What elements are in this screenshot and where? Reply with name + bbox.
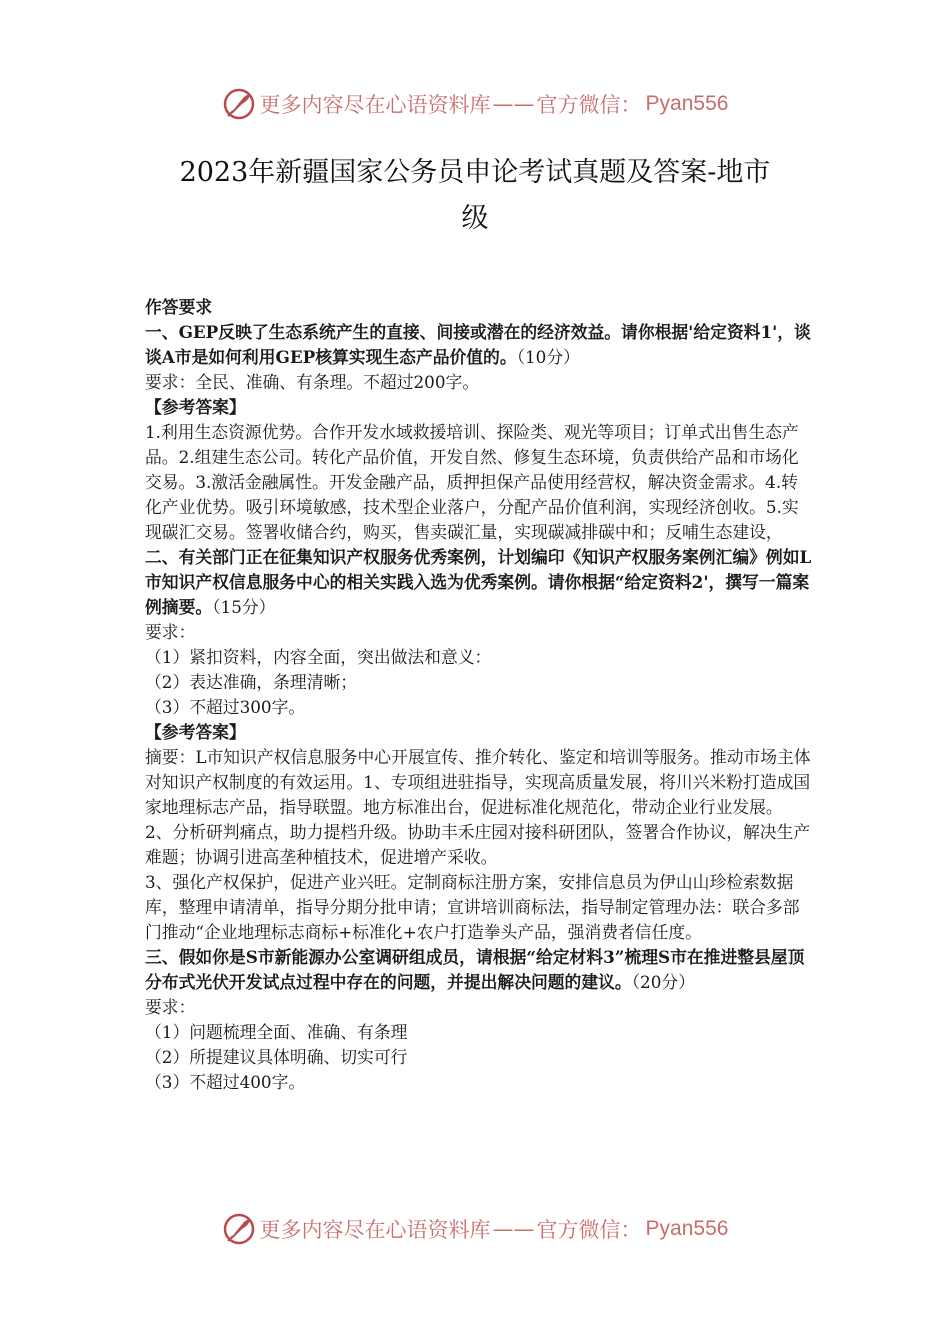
watermark-label: 官方微信： bbox=[536, 1218, 642, 1242]
q2-requirement-item: （1）紧扣资料，内容全面，突出做法和意义： bbox=[145, 647, 492, 667]
q2-answer-paragraph: 3、强化产权保护，促进产业兴旺。定制商标注册方案，安排信息员为伊山山珍检索数据库，整理申请清单，指导分期分批申请；宣讲培训商标法，指导制定管理办法：联合多部门推动“企业地理标志商标+标准化+农户打造拳头产品，强消费者信任度。 bbox=[145, 872, 800, 942]
q1-requirement: 要求：全民、准确、有条理。不超过200字。 bbox=[145, 372, 480, 392]
q3-requirement-item: （3）不超过400字。 bbox=[145, 1072, 306, 1092]
watermark-text: 更多内容尽在心语资料库 bbox=[259, 1218, 491, 1242]
section-heading: 作答要求 bbox=[145, 297, 213, 317]
document-body bbox=[145, 295, 813, 1095]
q3-requirement-item: （2）所提建议具体明确、切实可行 bbox=[145, 1047, 408, 1067]
q1-score: （10分） bbox=[516, 347, 580, 367]
q3-heading bbox=[145, 945, 813, 995]
watermark-label: 官方微信： bbox=[536, 93, 642, 117]
watermark-handle: Pyan556 bbox=[645, 92, 729, 115]
q2-answer-paragraph: 摘要：L市知识产权信息服务中心开展宣传、推介转化、鉴定和培训等服务。推动市场主体对知识产权制度的有效运用。1、专项组进驻指导，实现高质量发展，将川兴米粉打造成国家地理标志产品，指导联盟。地方标准出台，促进标准化规范化，带动企业行业发展。 bbox=[145, 747, 811, 817]
q3-score: （20分） bbox=[631, 972, 695, 992]
document-title bbox=[90, 150, 860, 242]
title-line-1: 2023年新疆国家公务员申论考试真题及答案-地市 bbox=[179, 157, 771, 188]
title-line-2: 级 bbox=[461, 203, 489, 234]
quill-pen-icon bbox=[222, 1212, 256, 1246]
q1-heading-text: 一、GEP反映了生态系统产生的直接、间接或潜在的经济效益。请你根据'给定资料1'，谈谈A市是如何利用GEP核算实现生态产品价值的。 bbox=[145, 322, 811, 367]
watermark-separator: —— bbox=[492, 92, 535, 116]
q2-answer-label: 【参考答案】 bbox=[145, 722, 246, 742]
q3-requirement-label: 要求： bbox=[145, 997, 196, 1017]
q1-answer-label: 【参考答案】 bbox=[145, 397, 246, 417]
q2-heading-text: 二、有关部门正在征集知识产权服务优秀案例，计划编印《知识产权服务案例汇编》例如L市知识产权信息服务中心的相关实践入选为优秀案例。请你根据“给定资料2'，撰写一篇案例摘要。 bbox=[145, 547, 812, 617]
watermark-handle: Pyan556 bbox=[645, 1217, 729, 1240]
q1-answer: 1.利用生态资源优势。合作开发水域救援培训、探险类、观光等项目；订单式出售生态产品。2.组建生态公司。转化产品价值，开发自然、修复生态环境，负责供给产品和市场化交易。3.激活金融属性。开发金融产品，质押担保产品使用经营权，解决资金需求。4.转化产业优势。吸引环境敏感，技术型企业落户，分配产品价值利润，实现经济创收。5.实现碳汇交易。签署收储合约，购买，售卖碳汇量，实现碳减排碳中和；反哺生态建设， bbox=[145, 422, 799, 542]
q2-requirement-item: （3）不超过300字。 bbox=[145, 697, 306, 717]
q2-heading bbox=[145, 545, 813, 620]
q2-score: （15分） bbox=[212, 597, 276, 617]
footer-watermark bbox=[0, 1209, 950, 1249]
q3-requirement-item: （1）问题梳理全面、准确、有条理 bbox=[145, 1022, 408, 1042]
quill-pen-icon bbox=[222, 87, 256, 121]
q1-heading bbox=[145, 320, 813, 370]
watermark-text: 更多内容尽在心语资料库 bbox=[259, 93, 491, 117]
q2-requirement-item: （2）表达准确，条理清晰； bbox=[145, 672, 358, 692]
q2-answer-paragraph: 2、分析研判痛点，助力提档升级。协助丰禾庄园对接科研团队，签署合作协议，解决生产难题；协调引进高垄种植技术，促进增产采收。 bbox=[145, 822, 811, 867]
watermark-separator: —— bbox=[492, 1217, 535, 1241]
q3-heading-text: 三、假如你是S市新能源办公室调研组成员，请根据“给定材料3”梳理S市在推进整县屋顶分布式光伏开发试点过程中存在的问题，并提出解决问题的建议。 bbox=[145, 947, 805, 992]
q2-requirement-label: 要求： bbox=[145, 622, 196, 642]
header-watermark bbox=[0, 84, 950, 124]
